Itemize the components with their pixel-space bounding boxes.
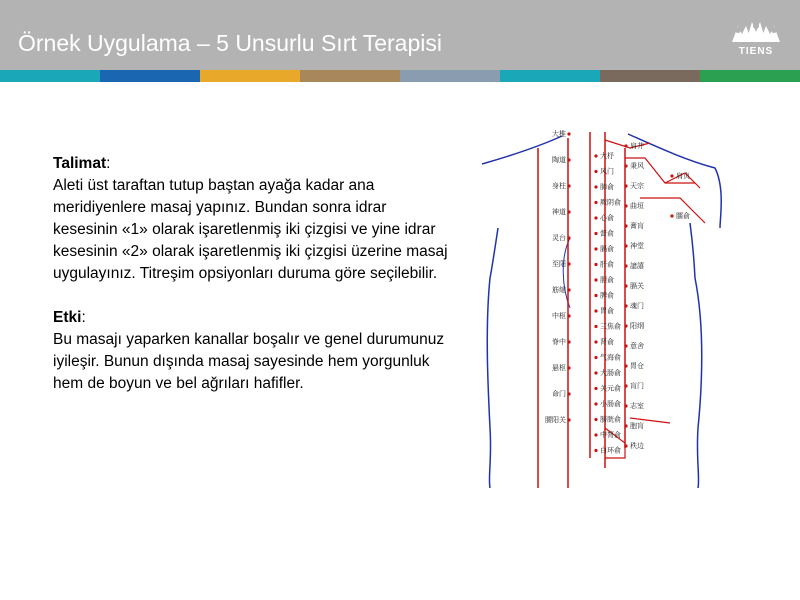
acupoint-dot (594, 170, 597, 173)
stripe-segment (600, 70, 700, 82)
acupoint-label: 肩井 (630, 142, 644, 150)
acupoint-label: 督俞 (600, 229, 614, 238)
acupoint-dot (594, 387, 597, 390)
instructions-heading: Talimat (53, 155, 107, 172)
acupoint-label: 陶道 (552, 156, 566, 164)
acupoint-dot (624, 264, 627, 267)
acupoint-dot (594, 433, 597, 436)
acupoint-label: 肩贞 (676, 172, 690, 180)
acupoint-label: 肓门 (630, 382, 644, 390)
back-meridian-diagram (480, 128, 730, 488)
acupoint-dot (594, 356, 597, 359)
acupoint-label: 大椎 (552, 130, 566, 138)
stripe-segment (0, 70, 100, 82)
acupoint-label: 譩譆 (630, 262, 644, 270)
acupoint-label: 膈关 (630, 282, 644, 290)
acupoint-dot (594, 340, 597, 343)
effect-heading: Etki (53, 309, 82, 326)
stripe-segment (200, 70, 300, 82)
acupoint-label: 胆俞 (600, 276, 614, 284)
slide-title: Örnek Uygulama – 5 Unsurlu Sırt Terapisi (18, 30, 442, 56)
acupoint-label: 意舍 (630, 342, 644, 350)
acupoint-label: 肝俞 (600, 260, 614, 269)
acupoint-dot (624, 304, 627, 307)
acupoint-dot (594, 402, 597, 405)
acupoint-label: 中枢 (552, 312, 566, 320)
header-bar (0, 0, 800, 70)
acupoint-dot (594, 201, 597, 204)
acupoint-dot (624, 444, 627, 447)
acupoint-dot (624, 404, 627, 407)
acupoint-label: 脊中 (552, 338, 566, 346)
acupoint-dot (670, 214, 673, 217)
acupoint-label: 秉风 (630, 162, 644, 170)
stripe-segment (500, 70, 600, 82)
acupoint-label: 中膂俞 (600, 431, 621, 439)
acupoint-dot (624, 384, 627, 387)
acupoint-label: 至阳 (552, 260, 566, 268)
acupoint-label: 臑俞 (676, 212, 690, 220)
acupoint-label: 曲垣 (630, 202, 644, 210)
acupoint-dot (624, 184, 627, 187)
acupoint-dot (624, 424, 627, 427)
back-meridian-figure (480, 128, 730, 488)
acupoint-label: 三焦俞 (600, 322, 621, 331)
acupoint-dot (567, 236, 570, 239)
acupoint-label: 小肠俞 (600, 400, 621, 408)
acupoint-label: 志室 (630, 402, 644, 410)
color-stripe (0, 70, 800, 82)
acupoint-label: 魂门 (630, 302, 644, 310)
acupoint-dot (594, 294, 597, 297)
acupoint-label: 胃仓 (630, 362, 644, 370)
stripe-segment (300, 70, 400, 82)
acupoint-dot (624, 244, 627, 247)
acupoint-dot (567, 392, 570, 395)
acupoint-label: 肺俞 (600, 183, 614, 191)
acupoint-dot (567, 418, 570, 421)
acupoint-label: 秩边 (630, 442, 644, 450)
tiens-logo (728, 8, 784, 62)
acupoint-label: 腰阳关 (545, 416, 566, 424)
acupoint-dot (594, 325, 597, 328)
acupoint-label: 肾俞 (600, 338, 614, 346)
acupoint-dot (624, 144, 627, 147)
acupoint-dot (567, 340, 570, 343)
acupoint-dot (567, 184, 570, 187)
acupoint-dot (567, 262, 570, 265)
acupoint-label: 脾俞 (600, 291, 614, 300)
acupoint-dot (567, 158, 570, 161)
acupoint-dot (567, 132, 570, 135)
acupoint-label: 关元俞 (600, 384, 621, 393)
acupoint-label: 神道 (552, 208, 566, 216)
acupoint-dot (594, 154, 597, 157)
acupoint-label: 气海俞 (600, 353, 621, 362)
acupoint-label: 风门 (600, 167, 614, 176)
acupoint-dot (594, 371, 597, 374)
acupoint-dot (594, 278, 597, 281)
acupoint-label: 阳纲 (630, 322, 644, 330)
acupoint-dot (594, 309, 597, 312)
acupoint-label: 心俞 (600, 214, 614, 222)
acupoint-label: 胞肓 (630, 422, 644, 430)
effect-paragraph: Etki: (53, 309, 86, 326)
acupoint-dot (594, 216, 597, 219)
acupoint-label: 白环俞 (600, 446, 621, 455)
acupoint-label: 筋缩 (552, 286, 566, 294)
acupoint-label: 悬枢 (552, 364, 566, 372)
acupoint-dot (594, 247, 597, 250)
acupoint-label: 胃俞 (600, 307, 614, 315)
acupoint-dot (624, 224, 627, 227)
content-text (53, 153, 453, 395)
acupoint-dot (670, 174, 673, 177)
acupoint-dot (594, 449, 597, 452)
acupoint-dot (594, 263, 597, 266)
acupoint-dot (624, 344, 627, 347)
acupoint-dot (624, 204, 627, 207)
tiens-logo-icon (728, 8, 784, 48)
acupoint-dot (594, 418, 597, 421)
acupoint-dot (594, 232, 597, 235)
stripe-segment (100, 70, 200, 82)
acupoint-label: 膈俞 (600, 245, 614, 253)
acupoint-dot (624, 284, 627, 287)
acupoint-label: 膏肓 (630, 222, 644, 230)
acupoint-label: 厥阴俞 (600, 198, 621, 207)
logo-text: TIENS (738, 46, 774, 57)
acupoint-label: 膀胱俞 (600, 415, 621, 424)
acupoint-dot (567, 210, 570, 213)
effect-body: Bu masajı yaparken kanallar boşalır ve genel durumunuz iyileşir. Bunun dışında masaj sayesinde hem yorgunluk hem de boyun ve bel ağrıları hafifler. (53, 331, 445, 392)
acupoint-label: 天宗 (630, 182, 644, 190)
instructions-paragraph: Talimat: (53, 155, 111, 172)
acupoint-dot (567, 366, 570, 369)
acupoint-label: 神堂 (630, 242, 644, 250)
acupoint-dot (624, 164, 627, 167)
acupoint-dot (567, 314, 570, 317)
acupoint-label: 身柱 (552, 182, 566, 190)
acupoint-label: 大肠俞 (600, 369, 621, 377)
instructions-body: Aleti üst taraftan tutup baştan ayağa kadar ana meridiyenlere masaj yapınız. Bundan sonra idrar kesesinin «1» olarak işaretlenmiş iki çizgisi ve yine idrar kesesinin «2» olarak işaretlenmiş iki çizgisi üzerine masaj uygulayınız. Titreşim opsiyonları duruma göre seçilebilir. (53, 177, 448, 282)
acupoint-label: 命门 (552, 390, 566, 398)
acupoint-dot (624, 324, 627, 327)
acupoint-label: 灵台 (552, 234, 566, 242)
stripe-segment (700, 70, 800, 82)
acupoint-label: 大杼 (600, 152, 614, 160)
acupoint-dot (567, 288, 570, 291)
acupoint-dot (624, 364, 627, 367)
acupoint-dot (594, 185, 597, 188)
stripe-segment (400, 70, 500, 82)
